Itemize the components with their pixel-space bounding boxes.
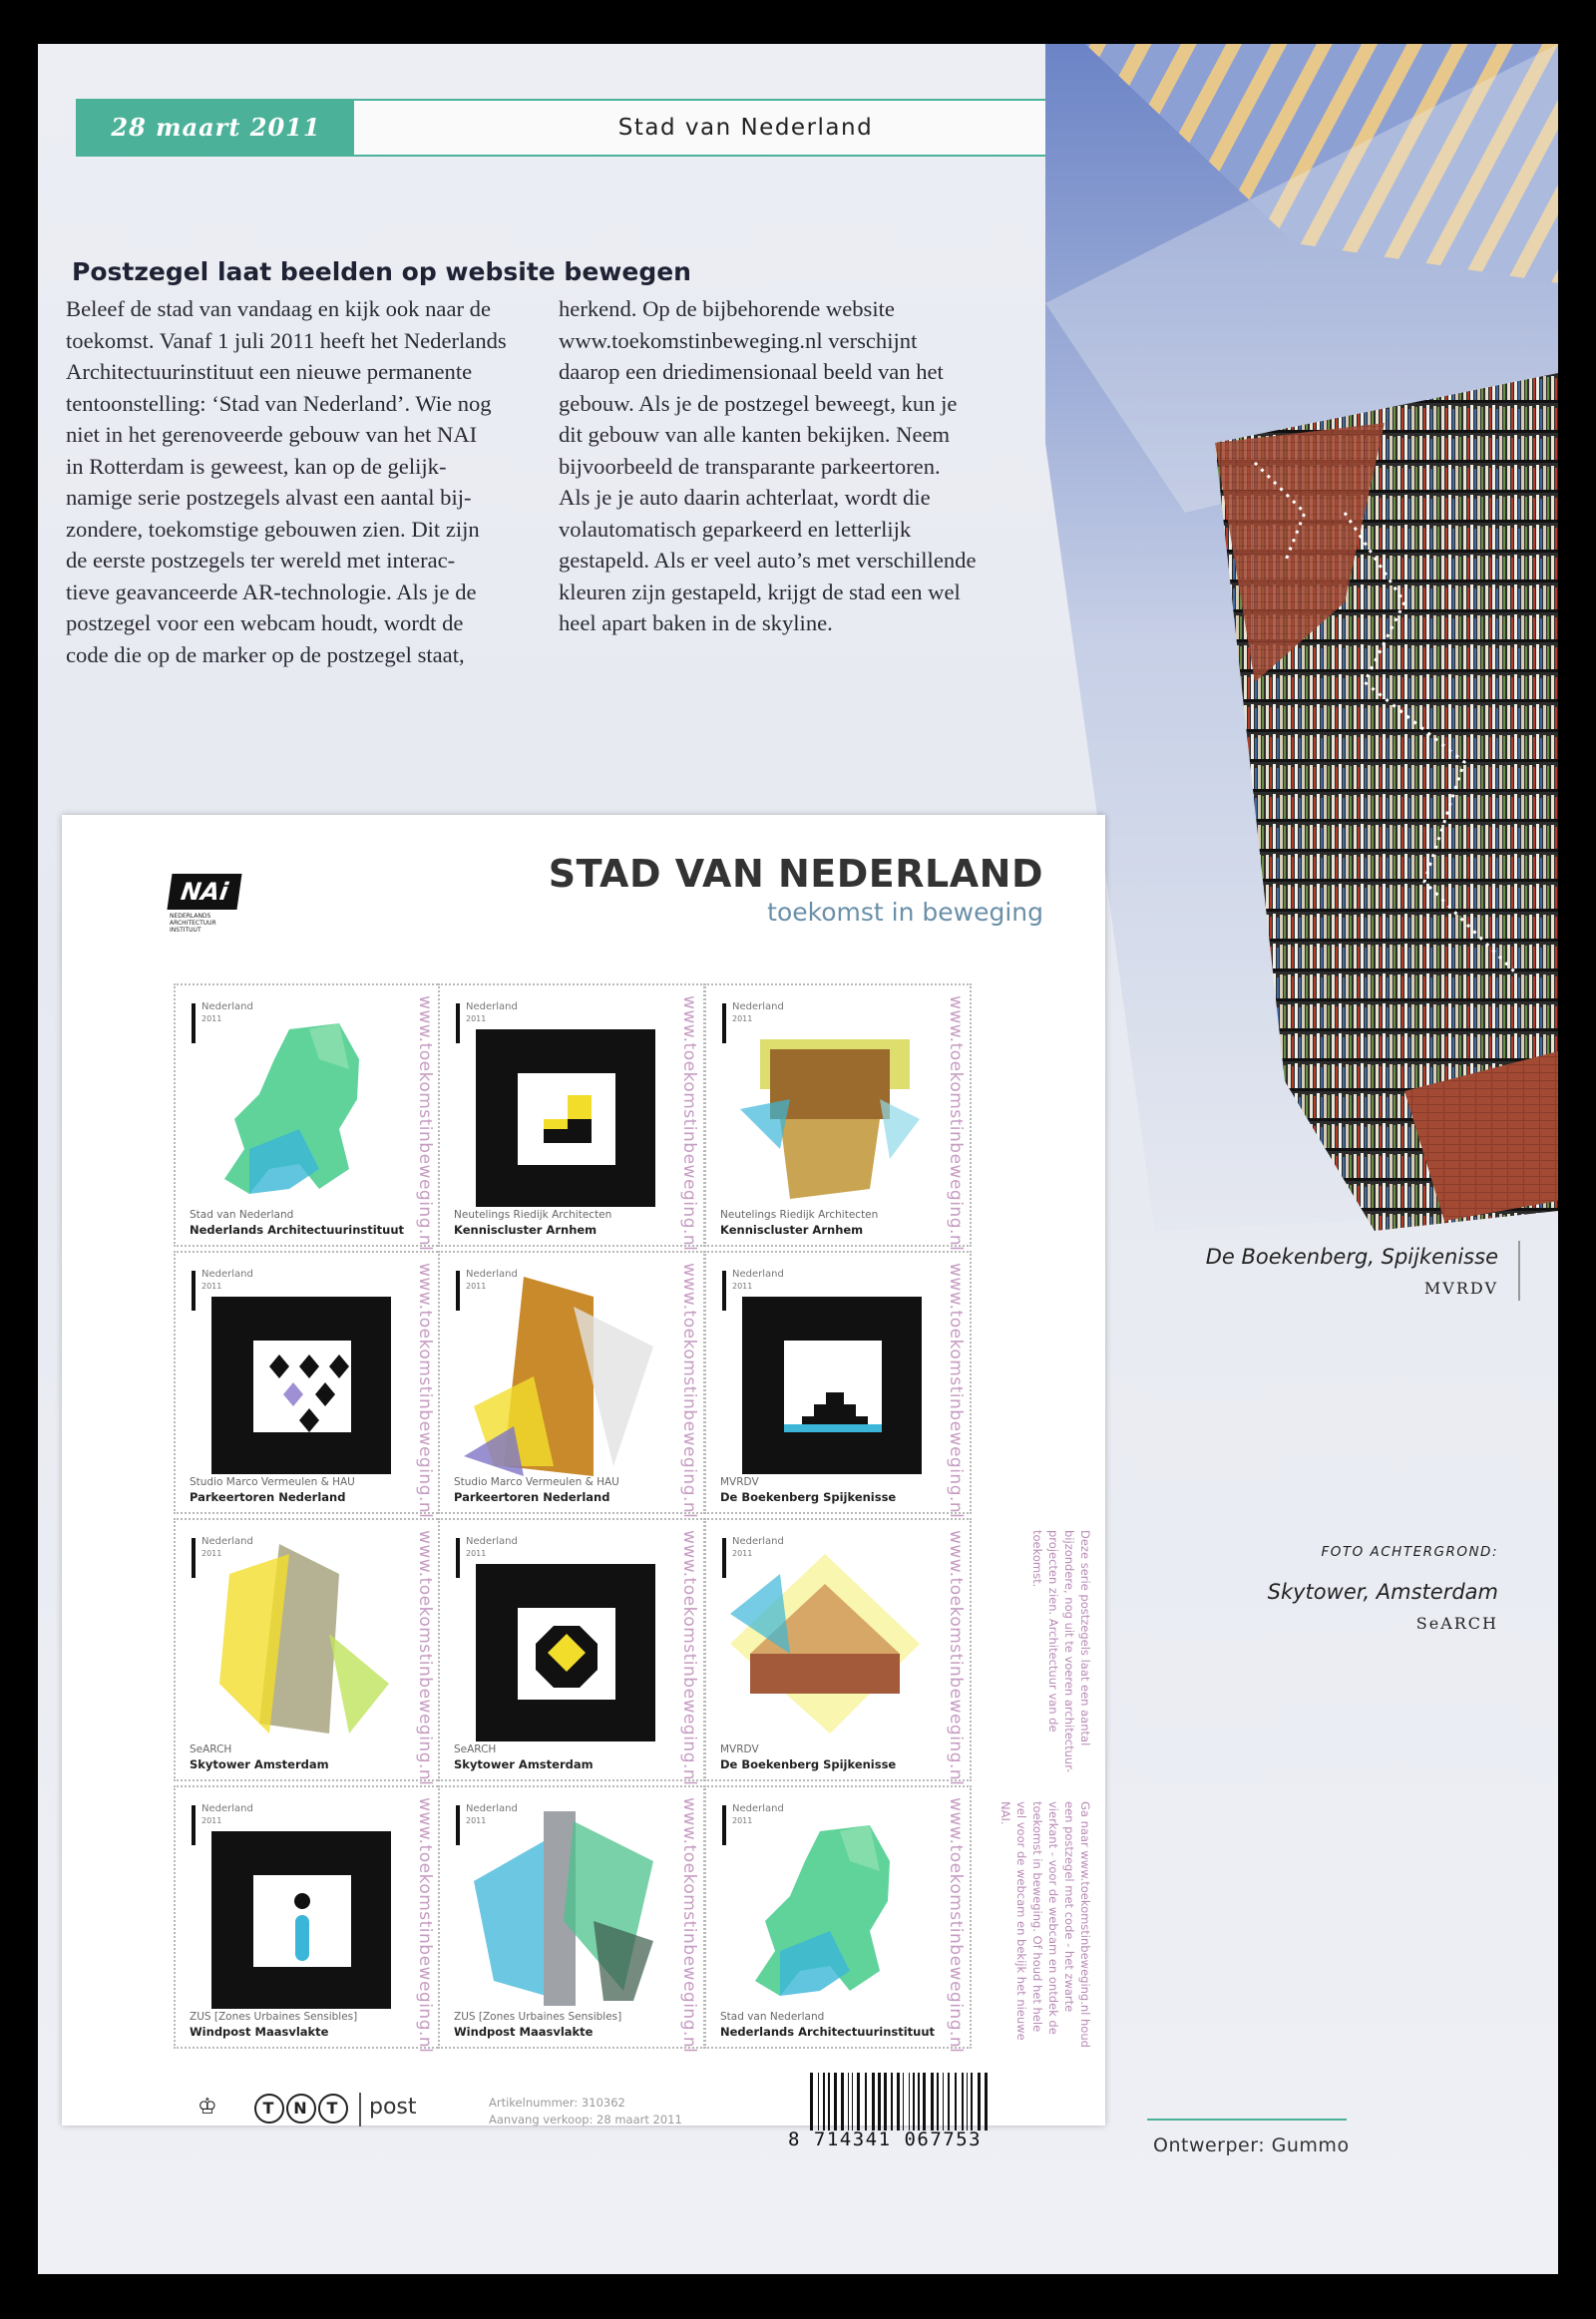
stamp-marker-diamonds-artwork: [190, 1267, 399, 1476]
stamp-building-name: De Boekenberg Spijkenisse: [720, 1757, 897, 1771]
nai-logo-mark: NAi: [167, 874, 241, 910]
magazine-page: [38, 44, 1558, 2274]
stamp-year: 2011: [732, 1014, 753, 1023]
barcode-bar: [967, 2073, 968, 2130]
background-photo-title: Skytower, Amsterdam: [1267, 1580, 1498, 1604]
stamp-building-block-artwork: [720, 999, 930, 1209]
barcode-bar: [857, 2073, 860, 2130]
stamp: [438, 983, 705, 1252]
stamp-url: www.toekomstinbeweging.nl: [415, 1797, 435, 2054]
stamp-year: 2011: [201, 1549, 222, 1558]
barcode-number: 8 714341 067753: [788, 2128, 983, 2150]
stamp-architect: Stad van Nederland: [720, 2011, 825, 2023]
barcode-bar: [834, 2073, 837, 2130]
article-column-1: Beleef de stad van vandaag en kijk ook naar de toekomst. Vanaf 1 juli 2011 heeft het Nederlands Architectuurinstituut een nieuwe permanente tentoonstelling: ‘Stad van Nederland’. Wie nog niet in het gerenoveerde gebouw van het NAI in Rotterdam is geweest, kan op de gelijk- namige serie postzegels alvast een aantal bij- zondere, toekomstige gebouwen zien. Dit zijn de eerste postzegels ter wereld met interac- tieve geavanceerde AR-technologie. Als je de postzegel voor een webcam houdt, wordt de code die op de marker op de postzegel staat,: [66, 296, 507, 667]
post-label: post: [369, 2095, 417, 2120]
stamp-tower-orange-artwork: [454, 1267, 663, 1476]
stamp-year: 2011: [466, 1014, 487, 1023]
stamp-architect: Studio Marco Vermeulen & HAU: [454, 1476, 619, 1488]
barcode-bar: [852, 2073, 853, 2130]
stamp: [438, 1518, 705, 1786]
stamp: [438, 1785, 705, 2054]
barcode-bar: [865, 2073, 867, 2130]
stamp-value-bar: [456, 1003, 460, 1043]
stamp-value-bar: [456, 1805, 460, 1845]
background-photo-credit: SeARCH: [1415, 1614, 1498, 1633]
sheet-title: STAD VAN NEDERLAND: [548, 852, 1043, 896]
tnt-letter: N: [286, 2094, 316, 2124]
stamp-value-bar: [722, 1003, 726, 1043]
page-header: [76, 99, 1139, 157]
stamp-url: www.toekomstinbeweging.nl: [415, 995, 435, 1252]
tnt-letter: T: [318, 2094, 348, 2124]
barcode-bar: [823, 2073, 825, 2130]
stamp-architect: Neutelings Riedijk Architecten: [720, 1209, 879, 1221]
stamp-marker-l-artwork: [454, 999, 663, 1209]
stamp-marker-octagon-artwork: [454, 1534, 663, 1743]
barcode-bar: [931, 2073, 934, 2130]
stamp-url: www.toekomstinbeweging.nl: [679, 995, 699, 1252]
barcode-bar: [918, 2073, 920, 2130]
photo-caption-title: De Boekenberg, Spijkenisse: [1205, 1245, 1498, 1269]
stamp-architect: SeARCH: [190, 1743, 232, 1755]
barcode-bar: [909, 2073, 910, 2130]
stamp-value-bar: [456, 1271, 460, 1311]
stamp-architect: Neutelings Riedijk Architecten: [454, 1209, 612, 1221]
stamp-url: www.toekomstinbeweging.nl: [415, 1530, 435, 1786]
stamp-year: 2011: [466, 1549, 487, 1558]
barcode-bar: [818, 2073, 819, 2130]
stamp-architect: SeARCH: [454, 1743, 497, 1755]
stamp-country: Nederland: [466, 1001, 518, 1012]
barcode-bar: [848, 2073, 849, 2130]
barcode-bar: [913, 2073, 915, 2130]
stamp-country: Nederland: [201, 1803, 253, 1814]
sheet-subtitle: toekomst in beweging: [767, 898, 1043, 927]
stamp: [704, 1785, 972, 2054]
stamp: [174, 983, 441, 1252]
stamp-url: www.toekomstinbeweging.nl: [946, 1263, 966, 1519]
stamp-value-bar: [192, 1003, 196, 1043]
stamp-country: Nederland: [201, 1001, 253, 1012]
stamp-building-name: Kenniscluster Arnhem: [720, 1223, 864, 1237]
stamp-country: Nederland: [466, 1803, 518, 1814]
background-photo-label: FOTO ACHTERGROND:: [1321, 1544, 1498, 1560]
barcode-bar: [878, 2073, 881, 2130]
stamp-year: 2011: [201, 1014, 222, 1023]
stamp-url: www.toekomstinbeweging.nl: [946, 1797, 966, 2054]
stamp-building-name: Nederlands Architectuurinstituut: [190, 1223, 405, 1237]
stamp-url: www.toekomstinbeweging.nl: [415, 1263, 435, 1519]
article-number: Artikelnummer: 310362 Aanvang verkoop: 28 maart 2011: [489, 2096, 682, 2126]
stamp-url: www.toekomstinbeweging.nl: [946, 995, 966, 1252]
stamp-value-bar: [722, 1271, 726, 1311]
boekenberg-photo: [1045, 44, 1558, 1231]
nai-logo: [170, 874, 241, 934]
stamp-country: Nederland: [732, 1001, 784, 1012]
stamp-building-name: Windpost Maasvlakte: [454, 2025, 594, 2039]
stamp: [174, 1518, 441, 1786]
stamp-country: Nederland: [732, 1269, 784, 1280]
stamp-year: 2011: [466, 1816, 487, 1825]
stamp-building-name: Nederlands Architectuurinstituut: [720, 2025, 936, 2039]
barcode-bar: [897, 2073, 900, 2130]
barcode-bar: [923, 2073, 926, 2130]
stamp-value-bar: [456, 1538, 460, 1578]
barcode-bar: [937, 2073, 939, 2130]
stamp-marker-i-artwork: [190, 1801, 399, 2011]
stamp: [174, 1785, 441, 2054]
stamp-country: Nederland: [201, 1269, 253, 1280]
designer-divider: [1147, 2119, 1347, 2121]
stamp-architect: Stad van Nederland: [190, 1209, 294, 1221]
stamp-url: www.toekomstinbeweging.nl: [946, 1530, 966, 1786]
sheet-side-text-1: Deze serie postzegels laat een aantal bijzondere, nog uit te voeren architectuur-projecten zien. Architectuur van de toekomst.: [1030, 1530, 1092, 1773]
stamp-value-bar: [192, 1805, 196, 1845]
stamp-marker-pyramid-artwork: [720, 1267, 930, 1476]
barcode-bar: [891, 2073, 893, 2130]
stamp: [438, 1251, 705, 1519]
stamp-building-name: Parkeertoren Nederland: [454, 1490, 610, 1504]
stamp-pyramid-building-artwork: [720, 1534, 930, 1743]
stamp: [704, 983, 972, 1252]
stamp-architect: ZUS [Zones Urbaines Sensibles]: [454, 2011, 622, 2023]
stamp-year: 2011: [201, 1282, 222, 1291]
stamp-architect: MVRDV: [720, 1476, 759, 1488]
crown-icon: ♔: [198, 2095, 217, 2120]
barcode-bar: [985, 2073, 988, 2130]
stamp-building-name: De Boekenberg Spijkenisse: [720, 1490, 897, 1504]
barcode-bar: [841, 2073, 844, 2130]
photo-caption-credit: MVRDV: [1423, 1279, 1498, 1298]
stamp-map-artwork: [720, 1801, 930, 2011]
stamp-country: Nederland: [466, 1536, 518, 1547]
barcode-bar: [828, 2073, 830, 2130]
stamp-building-name: Windpost Maasvlakte: [190, 2025, 329, 2039]
stamp-year: 2011: [201, 1816, 222, 1825]
stamp-value-bar: [722, 1805, 726, 1845]
nai-logo-subtitle: NEDERLANDS ARCHITECTUUR INSTITUUT: [170, 913, 216, 934]
stamp-country: Nederland: [732, 1536, 784, 1547]
barcode-bar: [978, 2073, 981, 2130]
barcode-bar: [903, 2073, 904, 2130]
tnt-letter: T: [254, 2094, 284, 2124]
designer-credit: Ontwerper: Gummo: [1153, 2134, 1350, 2156]
tnt-logo: [254, 2094, 350, 2124]
article-title: Postzegel laat beelden op website bewegen: [72, 257, 691, 286]
barcode-icon: [808, 2073, 998, 2130]
stamp: [174, 1251, 441, 1519]
stamp-map-artwork: [190, 999, 399, 1209]
stamp-url: www.toekomstinbeweging.nl: [679, 1263, 699, 1519]
stamp-year: 2011: [466, 1282, 487, 1291]
stamp-architect: ZUS [Zones Urbaines Sensibles]: [190, 2011, 358, 2023]
barcode-bar: [971, 2073, 973, 2130]
stamp-url: www.toekomstinbeweging.nl: [679, 1530, 699, 1786]
stamp-year: 2011: [732, 1282, 753, 1291]
stamp-value-bar: [192, 1271, 196, 1311]
article-column-2: herkend. Op de bijbehorende website www.toekomstinbeweging.nl verschijnt daarop een driedimensionaal beeld van het gebouw. Als je de postzegel beweegt, kun je dit gebouw van alle kanten bekijken. Neem bijvoorbeeld de transparante parkeertoren. Als je je auto daarin achterlaat, wordt die volautomatisch geparkeerd en letterlijk gestapeld. Als er veel auto’s met verschillende kleuren zijn gestapeld, krijgt de stad een wel heel apart baken in de skyline.: [559, 296, 977, 635]
stamp-value-bar: [192, 1538, 196, 1578]
stamp-tower-yellow-artwork: [190, 1534, 399, 1743]
stamp-country: Nederland: [466, 1269, 518, 1280]
stamp-year: 2011: [732, 1816, 753, 1825]
barcode-bar: [962, 2073, 964, 2130]
stamp-building-name: Skytower Amsterdam: [454, 1757, 594, 1771]
stamp-architect: MVRDV: [720, 1743, 759, 1755]
barcode-bar: [955, 2073, 957, 2130]
barcode-bar: [948, 2073, 950, 2130]
stamp-country: Nederland: [732, 1803, 784, 1814]
stamp-building-name: Skytower Amsterdam: [190, 1757, 329, 1771]
stamp-building-name: Parkeertoren Nederland: [190, 1490, 346, 1504]
stamp: [704, 1251, 972, 1519]
stamp-country: Nederland: [201, 1536, 253, 1547]
stamp-building-name: Kenniscluster Arnhem: [454, 1223, 598, 1237]
barcode-bar: [943, 2073, 944, 2130]
barcode-bar: [884, 2073, 887, 2130]
caption-line: [1518, 1241, 1520, 1301]
header-title: Stad van Nederland: [617, 115, 874, 141]
barcode-bar: [810, 2073, 813, 2130]
stamp-url: www.toekomstinbeweging.nl: [679, 1797, 699, 2054]
stamp-architect: Studio Marco Vermeulen & HAU: [190, 1476, 355, 1488]
post-divider: [359, 2093, 361, 2126]
stamp-tower-cyan-artwork: [454, 1801, 663, 2011]
stamp-value-bar: [722, 1538, 726, 1578]
header-date: 28 maart 2011: [78, 101, 354, 155]
stamp-year: 2011: [732, 1549, 753, 1558]
stamp: [704, 1518, 972, 1786]
barcode-bar: [872, 2073, 875, 2130]
sheet-side-text-2: Ga naar www.toekomstinbeweging.nl houd een postzegel met code - het zwarte vierkant - voor de webcam en ontdek de toekomst in beweging. Of houd het hele vel voor de webcam en bekijk het nieuwe NAI.: [998, 1801, 1092, 2048]
